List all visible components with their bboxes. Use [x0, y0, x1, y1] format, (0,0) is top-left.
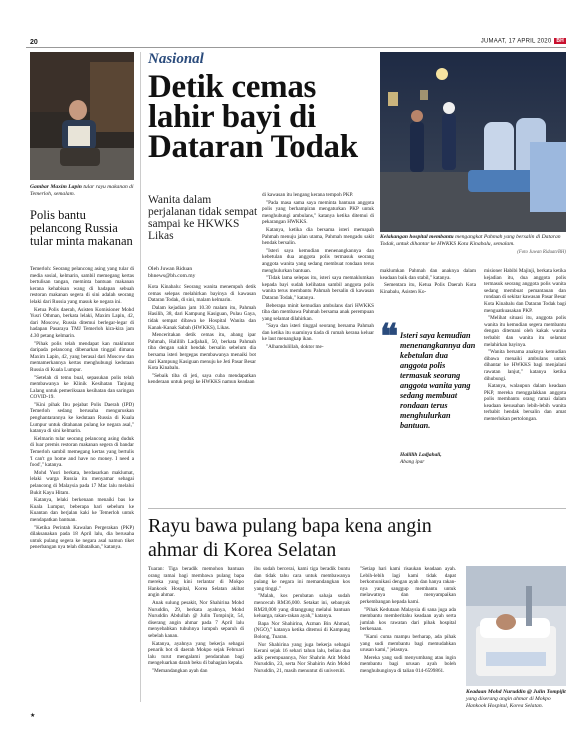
bottom-paragraph: Anak sulung pesakit, Nor Shahirina Mohd Nuruddin, 29, berkata ayahnya, Mohd Nuruddin Abdullah @ Julin Tompinjit, 54, diserang angin ahmar pada 7 April lalu menyebabkan tubuhnya lumpuh separuh di sebelah kanan. — [148, 599, 244, 639]
bottom-story-column-2 — [254, 566, 350, 676]
side-paragraph: "Ketika Perintah Kawalan Pergerakan (PKP) dilaksanakan pada 18 April lalu, dia berusaha untuk pulang segera ke negara asal namun tiket penerbangan nya telah dibatalkan," katanya. — [30, 524, 134, 551]
section-label: Nasional — [148, 51, 204, 67]
side-story-body — [30, 266, 134, 552]
main-paragraph: "Saya dan isteri tinggal seorang bersama Pahmah dan ketika itu suaminya tiada di rumah kerana keluar ke laut menangkap ikan. — [262, 323, 374, 343]
bottom-paragraph: "Malah, kos perubatan sahaja sudah mencecah RM36,000. Setakat ini, sebanyak RM20,000 yang ditanggung melalui bantuan keluarga, rakan-rakan ayah," katanya. — [254, 593, 350, 620]
bottom-photo-caption — [466, 689, 566, 710]
standfirst: Wanita dalam perjalanan tidak sempat sampai ke HKWKS Likas — [148, 194, 258, 242]
main-story-column-2 — [262, 192, 374, 352]
side-paragraph: Kelmarin tular seorang pelancong asing duduk di luar premis restoran makanan segera di bandar Temerloh sambil memegang kertas yang bertulis 'I can't go home and have no money. I need a food'," katanya. — [30, 435, 134, 469]
side-photo-caption-text: tular rayu makanan di Temerloh, semalam. — [30, 184, 134, 197]
byline — [148, 266, 248, 280]
main-paragraph: misioner Habibi Majinji, berkata ketika kejadian itu, dua anggota polis termasuk seorang anggota polis wanita sedang membuat pemantauan dan rondaan di sekitar kawasan Pasar Besar Kota Kinabalu dan Dataran Todak bagi menguatkuasakan PKP. — [484, 268, 566, 314]
main-story-column-4 — [484, 268, 566, 424]
main-headline: Detik cemas lahir bayi di Dataran Todak — [148, 69, 358, 165]
bottom-paragraph: "Kami cuma mampu berharap, ada pihak yang sudi membantu bagi memudahkan urusan kami," jelasnya. — [360, 633, 456, 654]
bottom-paragraph: Katanya, ayahnya yang bekerja sebagai penarik bot di daerah Mokpo sejak Februari lalu turut mengalami pendarahan bagi mengeluarkan darah beku di bahagian kepala. — [148, 640, 244, 667]
side-photo-caption-bold: Gambar Maxim Lapin — [30, 184, 82, 190]
quote-mark-icon: ❝ — [380, 319, 399, 356]
main-paragraph: di kawasan itu lengang kerana tempoh PKP. — [262, 192, 354, 198]
header-rule — [26, 47, 566, 48]
bottom-paragraph: "Pihak Kedutaan Malaysia di sana juga ada membantu memberitahu keadaan ayah serta jumlah kos rawatan dari pihak hospital berkenaan. — [360, 606, 456, 633]
main-story-column-3 — [380, 268, 476, 296]
bottom-paragraph: ibu sudah bercerai, kami tiga beradik buntu dan tidak tahu cara untuk membawanya pulang ke negara ini memandangkan kos yang tinggi." — [254, 566, 350, 592]
side-paragraph: Temerloh: Seorang pelancong asing yang tular di media sosial, kelmarin, sambil memegang kertas bertulisan tangan, meminta bantuan makanan kerana kehabisan wang di hadapan sebuah restoran makanan segera di sini adalah seorang lelaki dari Russia yang masuk ke negara ini. — [30, 266, 134, 305]
main-paragraph: "Alhamdulillah, doktor me- — [266, 344, 324, 351]
bottom-paragraph: "Memandangkan ayah dan — [152, 667, 208, 674]
main-paragraph: "Melihat situasi itu, anggota polis wanita itu kemudian segera membantu dengan ditemani oleh kakak wanita terbabit dan wanita itu selamat melahirkan bayinya. — [484, 315, 566, 348]
main-paragraph: Beberapa minit kemudian ambulans dari HWKKS tiba dan membawa Pahmah bersama anak perempuan yang selamat dilahirkan. — [262, 302, 374, 322]
side-paragraph: Katanya, lelaki berkenaan menaiki bas ke Kuala Lumpur, beberapa hari sebelum ke Kuantan dan berjalan kaki ke Temerloh untuk mendapatkan bantuan. — [30, 497, 134, 523]
main-paragraph: "Sebaik tiba di jeti, saya cuba mendapatkan kenderaan untuk pergi ke HWKKS namun keadaan — [148, 372, 256, 386]
bottom-photo-caption-bold: Keadaan Mohd Nuruddin @ Julin Tompijit — [466, 689, 566, 695]
bottom-photo-caption-text: yang diserang angin ahmar di Mokpo Hankook Hospital, Korea Selatan. — [466, 696, 551, 709]
main-photo-illustration — [380, 52, 566, 232]
main-paragraph: Menceritakan detik cemas itu, abang ipar Pahmah, Halillih Ladjahali, 50, berkata Pahmah tiba dengan sakit hendak bersalin sebelum dia bersama isteri bergegas membawanya menaiki bot dari Kampung Kasiguan menuju ke Jeti Pasar Besar Kota Kinabalu. — [148, 332, 256, 372]
main-paragraph: maklumkan Pahmah dan anaknya dalam keadaan baik dan stabil," katanya. — [380, 268, 476, 281]
side-story-headline: Polis bantu pelancong Russia tular minta makanan — [30, 208, 133, 248]
date-text: JUMAAT, 17 APRIL 2020 — [480, 38, 552, 45]
bottom-paragraph: Bapa Nor Shahirina, Azman Bin Ahmad, (NGO)," katanya ketika ditemui di Kampung Bolong, Tuaran. — [254, 620, 350, 640]
side-photo-caption — [30, 184, 134, 198]
bottom-story-headline: Rayu bawa pulang bapa kena angin ahmar di Korea Selatan — [148, 515, 432, 561]
side-paragraph: "Kini pihak Ibu pejabat Polis Daerah (IPD) Temerloh sedang berusaha menguruskan penghantarannya ke kedutaan Russia di Kuala Lumpur untuk ditahanan pulang ke negara asal," katanya di sini kelmarin. — [30, 401, 134, 435]
bottom-photo-illustration — [466, 566, 566, 686]
main-paragraph: "Wanita bersama anaknya kemudian dibawa menaiki ambulans untuk dihantar ke HWKKS bagi menjalani rawatan lanjut," katanya ketika dihubungi. — [484, 349, 566, 382]
main-paragraph: Katanya, walaupun dalam keadaan PKP, mereka menggalakkan anggota polis membantu orang ramai dalam keadaan kesusahan lebih-lebih wanita terbabit hendak bersalin dan amat memerlukan pertolongan. — [484, 383, 566, 423]
bottom-story-column-1 — [148, 566, 244, 676]
masthead-logo: BH — [556, 38, 564, 44]
pull-quote-attribution — [400, 452, 480, 465]
bottom-paragraph: Nor Shahirina yang juga bekerja sebagai Kerani sejak 16 sehari tahun lalu, beliau dua adik perempuannya, Nor Shahrin Atit Mohd Nuruddin, 23, serta Nor Shahirin Atin Mohd Nuruddin, 21, masih menuntut di universiti. — [254, 641, 350, 674]
main-story-column-1 — [148, 284, 256, 387]
main-paragraph: "Pada masa sama saya meminta bantuan anggota polis yang berhampiran mengaturkan PKP untuk menghubungi ambulans," katanya ketika ditemui di pekarangan HWKKS. — [262, 199, 374, 226]
main-paragraph: "Isteri saya kemudian menenangkannya dan kebetulan dua anggota polis termasuk seorang anggota wanita yang sedang membuat rondaan terus menghulurkan bantuan. — [262, 247, 374, 274]
dateline — [481, 38, 566, 45]
bottom-paragraph: Tuaran: Tiga beradik memohon bantuan orang ramai bagi membawa pulang bapa mereka yang kini terlantar di Mokpo Hankook Hospital, Korea Selatan akibat angin ahmar. — [148, 566, 244, 599]
main-paragraph: Dalam kejadian jam 10.30 malam itu, Pahmah Hasilih, 38, dari Kampung Kasiguan, Pulau Gaya, tidak sempat dibawa ke Hospital Wanita dan Kanak-Kanak Sabah (HWKKS), Likas. — [148, 304, 256, 331]
bottom-paragraph: Mereka yang sudi menyumbang atau ingin membantu bagi urusan ayah boleh menghubunginya di talian 014-6599861. — [360, 654, 456, 674]
side-paragraph: Ketua Polis daerah, Asisten Komisioner Mohd Yusri Othman, berkata lelaki, Maxim Lapin, 42, dari Moscow, Russia ditemui berlegar-legar di hadapan Pasaraya TMJ Temerloh kira-kira jam 4.30 petang kelmarin. — [30, 306, 134, 339]
side-paragraph: "Setelah di temu bual, sepasukan polis telah membawanya ke Klinik Kesihatan Tanjung Lalang untuk pemeriksaan kesihatan dan saringan COVID-19. — [30, 374, 134, 401]
byline-email: bhnews@bh.com.my — [148, 273, 196, 279]
main-photo-credit: (Foto Juwan Riduan/BH) — [517, 250, 566, 255]
main-paragraph: "Tidak lama selepas itu, isteri saya memaklumkan kepada bayi sudah kelihatan sambil anggota polis wanita terus membantu Pahmah bersalin di kawasan Dataran Todak," katanya. — [262, 275, 374, 301]
main-photo-caption-text: mengangkat Pahmah yang bersalin di Dataran Todak, untuk dihantar ke HWKKS Kota Kinabalu, semalam. — [380, 234, 561, 247]
main-photo-caption — [380, 234, 566, 248]
pull-quote: Isteri saya kemudian menenangkannya dan kebetulan dua anggota polis termasuk seorang anggota wanita yang sedang membuat rondaan terus menghulurkan bantuan. — [400, 331, 476, 430]
column-divider — [140, 52, 141, 702]
side-paragraph: "Pihak polis telah mendapat kan maklumat daripada pelancong dibenarkan tinggal dimana Maxim Lapin, 42, yang berasal dari Moscow dan memamerkannya kertas menghubungi kedutaan Russia di Kuala Lumpur. — [30, 340, 134, 373]
main-story-photo — [380, 52, 566, 232]
main-paragraph: Katanya, ketika dia bersama isteri memapah Pahmah menuju jalan utama, Pahmah mengadu sakit hendak bersalin. — [262, 226, 374, 247]
side-photo-illustration — [30, 52, 134, 180]
pull-quote-title: Abang ipar — [400, 458, 425, 465]
footer-star-mark: ★ — [30, 713, 36, 719]
bottom-story-column-3 — [360, 566, 456, 676]
bottom-story-photo — [466, 566, 566, 686]
byline-name: Oleh Juwan Riduan — [148, 266, 193, 272]
bottom-paragraph: "Setiap hari kami risaukan keadaan ayah. Lebih-lebih lagi kami tidak dapat berkomunikasi dengan ayah dan hanya rakan-nya yang sanggup membantu untuk melawatnya dan menyampaikan perkembangan kepada kami. — [360, 566, 456, 605]
pull-quote-name: Halillih Ladjahali, — [400, 452, 442, 458]
side-paragraph: Mohd Yusri berkata, berdasarkan maklumat, lelaki warga Russia itu menyamar sebagai pelancong di Malaysia pada 17 Mac lalu melalui Bukit Kayu Hitam. — [30, 469, 134, 496]
page-number: 20 — [30, 39, 38, 46]
side-story-photo — [30, 52, 134, 180]
main-paragraph: Kota Kinabalu: Seorang wanita menempuh detik cemas selepas melahirkan bayinya di kawasan Dataran Todak, di sini, malam kelmarin. — [148, 284, 256, 304]
main-photo-caption-bold: Kelakangan hospital membantu — [380, 234, 454, 240]
main-paragraph: Sementara itu, Ketua Polis Daerah Kota Kinabalu, Asisten Ko- — [380, 282, 476, 295]
bottom-story-rule — [148, 508, 566, 509]
